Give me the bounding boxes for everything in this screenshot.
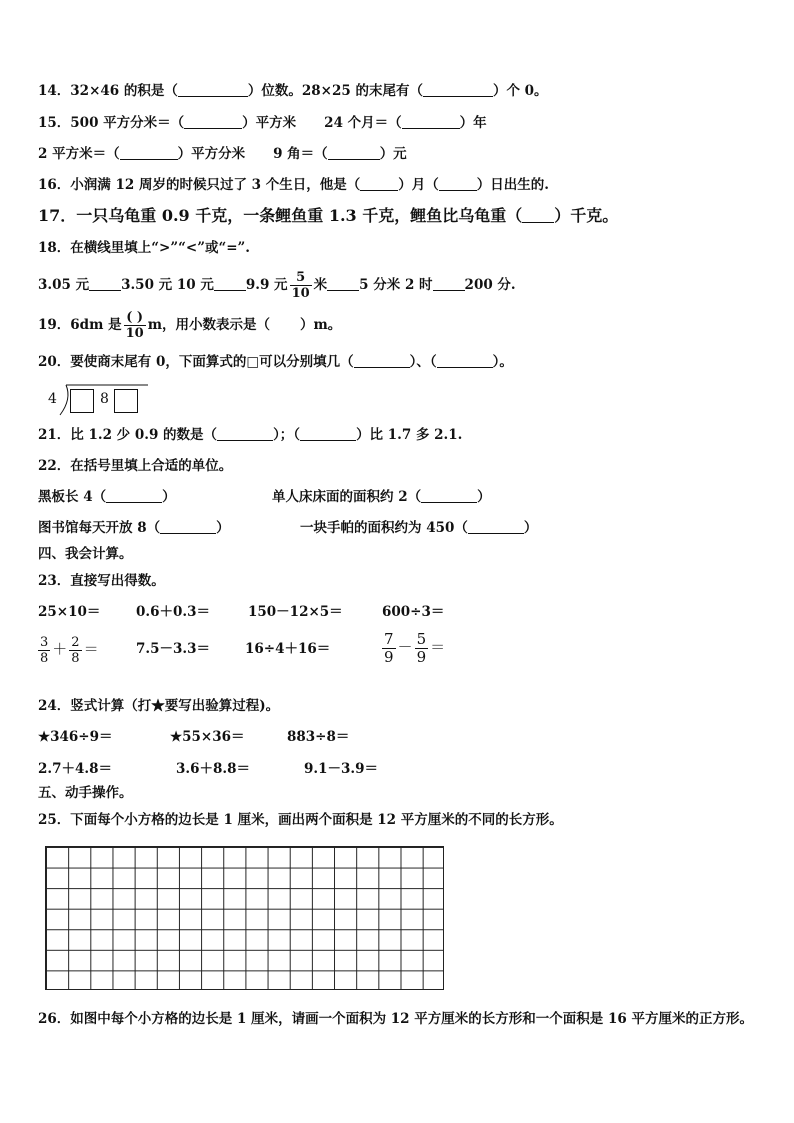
q24-expr-2: ★55×36＝	[170, 729, 245, 745]
q18-text-2: 3.50 元 10 元	[121, 277, 214, 293]
answer-blank[interactable]	[120, 145, 178, 160]
q14-text-3: ）个 0。	[492, 83, 548, 99]
q20-text-2: ）、（	[409, 354, 437, 370]
q15-text-4: ）年	[459, 115, 487, 131]
answer-blank[interactable]	[106, 488, 162, 503]
square-grid[interactable]	[45, 846, 444, 990]
digit-box[interactable]	[114, 389, 138, 413]
q15-text-2: ）平方米	[242, 115, 297, 131]
fraction-numerator: 7	[384, 629, 394, 648]
answer-blank[interactable]	[328, 145, 380, 160]
q23-expr-5: 7.5－3.3＝	[136, 641, 210, 657]
q23-expr-3: 150－12×5＝	[248, 604, 343, 620]
answer-blank[interactable]	[423, 82, 493, 97]
q21-text-3: ）比 1.7 多 2.1.	[356, 427, 463, 443]
q22-item-text: 单人床床面的面积约 2（	[272, 489, 422, 505]
close-paren: ）	[523, 520, 538, 536]
answer-blank[interactable]	[433, 276, 465, 291]
question-21	[38, 426, 462, 444]
q15-text-5: 2 平方米＝（	[38, 146, 120, 162]
q18-text-1: 3.05 元	[38, 277, 90, 293]
fraction	[290, 270, 312, 301]
question-18-items	[38, 270, 516, 301]
q24-expr-6: 9.1－3.9＝	[304, 761, 378, 777]
fraction-denominator: 8	[40, 650, 49, 666]
q23-fraction-sum	[36, 632, 99, 666]
question-25: 25．下面每个小方格的边长是 1 厘米，画出两个面积是 12 平方厘米的不同的长方形。	[38, 812, 563, 828]
fraction	[69, 635, 81, 666]
answer-blank[interactable]	[437, 353, 493, 368]
answer-blank[interactable]	[360, 176, 398, 191]
plus-sign: ＋	[52, 640, 68, 658]
answer-blank[interactable]	[89, 276, 121, 291]
q23-expr-1: 25×10＝	[38, 604, 101, 620]
q16-text-2: ）月（	[398, 177, 439, 193]
q19-text-1: 19．6dm 是	[38, 317, 122, 333]
q15-text-6: ）平方分米	[177, 146, 246, 162]
answer-blank[interactable]	[421, 488, 477, 503]
fraction-numerator: 5	[296, 270, 306, 285]
fraction-numerator: 5	[416, 629, 427, 648]
answer-blank[interactable]	[160, 519, 216, 534]
q24-expr-1: ★346÷9＝	[38, 729, 113, 745]
fraction-denominator: 10	[291, 286, 310, 301]
answer-blank[interactable]	[522, 208, 554, 223]
digit-box[interactable]	[70, 389, 94, 413]
q18-text-6: 200 分.	[464, 277, 516, 293]
q14-text-1: 14．32×46 的积是（	[38, 83, 178, 99]
question-24-title: 24．竖式计算（打★要写出验算过程)。	[38, 698, 280, 714]
close-paren: ）	[162, 489, 176, 505]
q23-expr-4: 600÷3＝	[382, 604, 445, 620]
q14-text-2: ）位数。28×25 的末尾有（	[247, 83, 423, 99]
question-17	[38, 207, 618, 225]
q20-text-1: 20．要使商末尾有 0，下面算式的□可以分别填几（	[38, 354, 354, 370]
q16-text-1: 16．小润满 12 周岁的时候只过了 3 个生日，他是（	[38, 177, 361, 193]
q22-item-text: 图书馆每天开放 8（	[38, 520, 161, 536]
q24-expr-3: 883÷8＝	[287, 729, 350, 745]
equals-sign: ＝	[83, 640, 99, 658]
question-15-line-2	[38, 145, 407, 163]
question-22-title: 22．在括号里填上合适的单位。	[38, 458, 233, 474]
q22-item-4	[300, 519, 537, 537]
q15-text-7: 9 角＝（	[273, 146, 328, 162]
q18-text-3: 9.9 元	[245, 277, 288, 293]
answer-blank[interactable]	[468, 519, 524, 534]
fraction	[415, 631, 429, 666]
q22-item-text: 黑板长 4（	[38, 489, 107, 505]
fraction	[382, 631, 396, 666]
section-heading-5: 五、动手操作。	[38, 785, 133, 801]
answer-blank[interactable]	[184, 114, 242, 129]
answer-blank[interactable]	[300, 426, 356, 441]
fraction-numerator: 3	[40, 634, 49, 650]
q23-expr-2: 0.6＋0.3＝	[136, 604, 210, 620]
close-paren: ）	[216, 520, 230, 536]
section-heading-4: 四、我会计算。	[38, 546, 133, 562]
q23-expr-6: 16÷4＋16＝	[245, 641, 331, 657]
minus-sign: －	[397, 638, 413, 656]
fraction-denominator: 8	[71, 650, 80, 666]
q20-text-3: ）。	[492, 354, 513, 370]
q21-text-1: 21．比 1.2 少 0.9 的数是（	[38, 427, 218, 443]
answer-blank[interactable]	[214, 276, 246, 291]
question-26: 26．如图中每个小方格的边长是 1 厘米，请画一个面积为 12 平方厘米的长方形和一个面积是 16 平方厘米的正方形。	[38, 1011, 753, 1027]
close-paren: ）	[477, 489, 491, 505]
q19-text-3: ）m。	[300, 317, 342, 333]
q17-text-2: ）千克。	[554, 206, 619, 225]
answer-blank[interactable]	[327, 276, 359, 291]
q15-text-3: 24 个月＝（	[324, 115, 402, 131]
answer-blank[interactable]	[178, 82, 248, 97]
q22-item-3	[38, 519, 230, 537]
q21-text-2: ）；（	[273, 427, 301, 443]
question-16	[38, 176, 549, 194]
answer-blank[interactable]	[402, 114, 460, 129]
q22-item-2	[272, 488, 491, 506]
q18-text-5: 5 分米 2 时	[359, 277, 433, 293]
q24-expr-4: 2.7＋4.8＝	[38, 761, 112, 777]
question-23-title: 23．直接写出得数。	[38, 573, 165, 589]
q19-text-2: m，用小数表示是（	[147, 317, 270, 333]
question-19	[38, 310, 341, 341]
fraction-denominator: 10	[125, 326, 144, 341]
answer-blank[interactable]	[354, 353, 410, 368]
q15-text-1: 15．500 平方分米＝（	[38, 115, 185, 131]
equals-sign: ＝	[430, 638, 446, 656]
fraction-numerator: 2	[71, 634, 80, 650]
q18-text-4: 米	[313, 277, 328, 293]
fraction	[124, 310, 146, 341]
fraction-numerator[interactable]: ( )	[126, 310, 144, 325]
long-division-figure	[44, 383, 150, 417]
question-14	[38, 82, 548, 100]
q17-text-1: 17．一只乌龟重 0.9 千克，一条鲤鱼重 1.3 千克，鲤鱼比乌龟重（	[38, 206, 523, 225]
fraction-denominator: 9	[384, 647, 394, 666]
question-18-title: 18．在横线里填上“>”“<”或“=”.	[38, 240, 251, 256]
q24-expr-5: 3.6＋8.8＝	[176, 761, 250, 777]
answer-blank[interactable]	[217, 426, 273, 441]
q23-fraction-diff	[380, 630, 445, 666]
question-20	[38, 353, 513, 371]
q16-text-3: ）日出生的.	[476, 177, 549, 193]
q22-item-text: 一块手帕的面积约为 450（	[300, 520, 468, 536]
question-15-line-1	[38, 114, 487, 132]
dividend-digit: 8	[100, 391, 109, 407]
divisor: 4	[48, 391, 57, 407]
fraction-denominator: 9	[416, 647, 427, 666]
fraction	[38, 635, 50, 666]
answer-blank[interactable]	[439, 176, 477, 191]
q15-text-8: ）元	[379, 146, 407, 162]
q22-item-1	[38, 488, 176, 506]
